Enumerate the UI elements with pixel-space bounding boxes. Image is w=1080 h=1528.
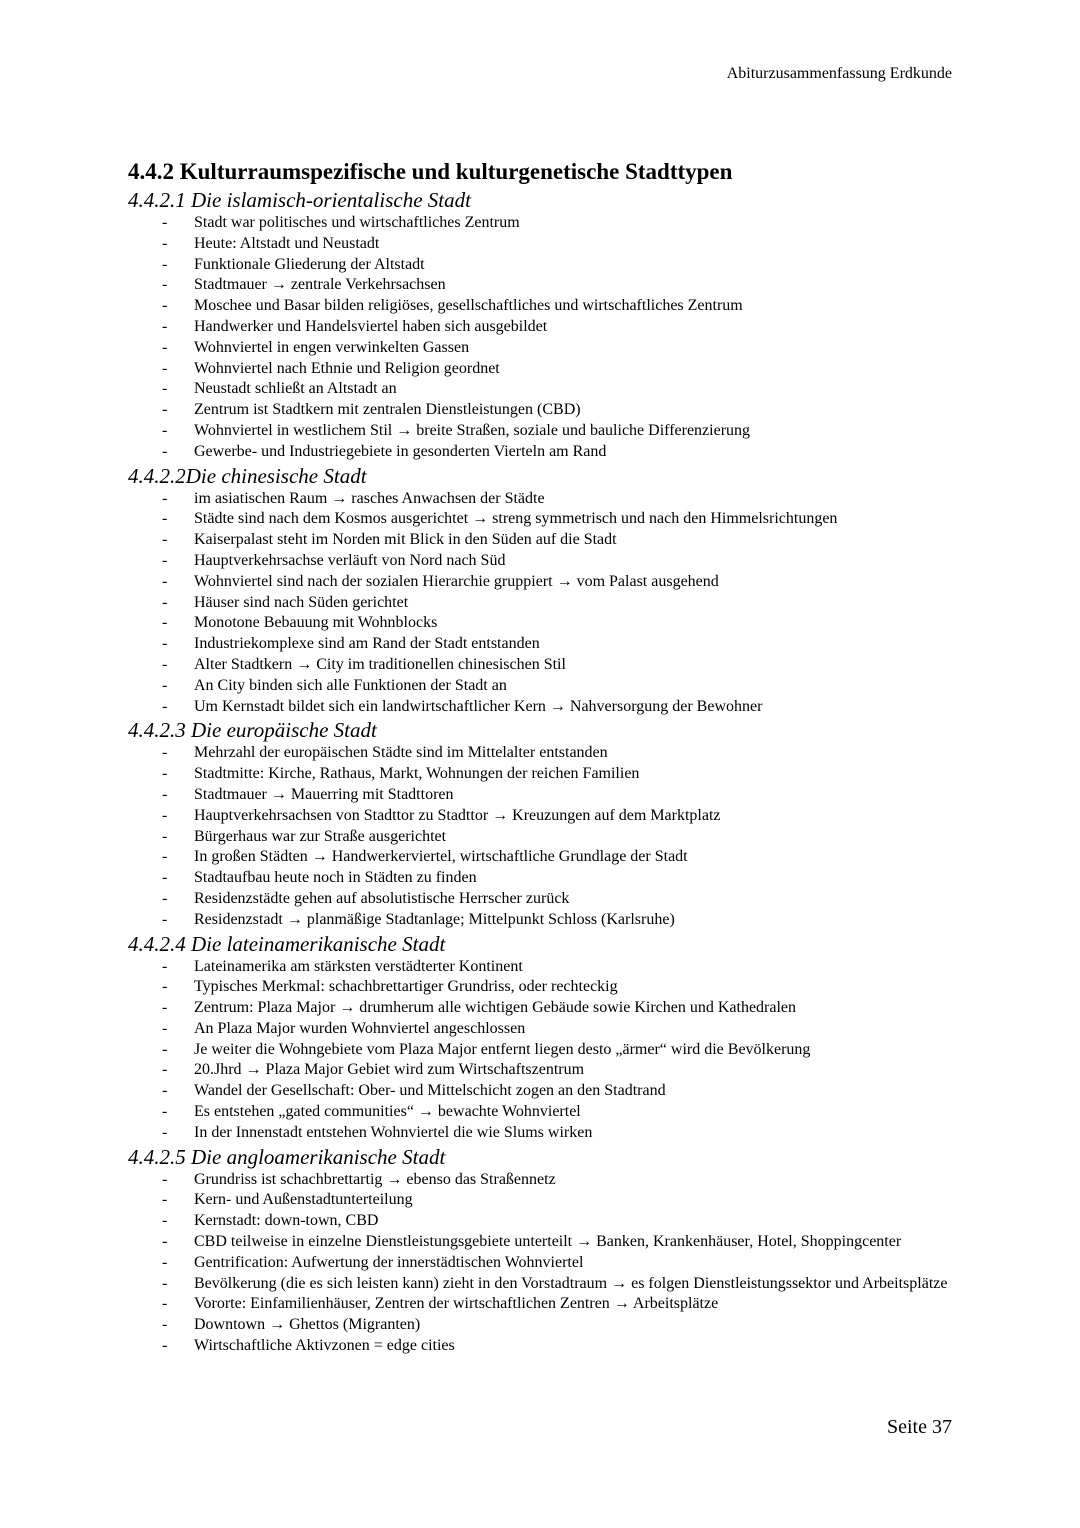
list-item [128,1060,958,1081]
list-item [128,868,958,889]
section-title: 4.4.2.1 Die islamisch-orientalische Stadt [128,188,471,212]
list-item [128,827,958,848]
list-item [128,613,958,634]
bullet-dash: - [162,635,168,653]
list-item-text: Industriekomplexe sind am Rand der Stadt entstanden [194,635,540,653]
list-item [128,655,958,676]
bullet-dash: - [162,510,168,528]
list-item-text: Wohnviertel in engen verwinkelten Gassen [194,338,470,356]
list-item [128,957,958,978]
section-title: 4.4.2.2Die chinesische Stadt [128,463,367,488]
list-item-text: Grundriss ist schachbrettartig → ebenso das Straßennetz [194,1170,556,1188]
list-item [128,379,958,400]
list-item [128,317,958,338]
page-number: Seite 37 [887,1416,952,1438]
list-item-text: Stadt war politisches und wirtschaftliches Zentrum [194,214,520,231]
page-content [128,157,958,1357]
list-item-text: Wohnviertel in westlichem Stil → breite Straßen, soziale und bauliche Differenzierung [194,421,751,439]
bullet-dash: - [162,978,168,996]
bullet-dash: - [162,1019,168,1037]
list-item-text: Hauptverkehrsachse verläuft von Nord nach Süd [194,551,506,569]
bullet-dash: - [162,827,168,845]
list-item-text: Alter Stadtkern → City im traditionellen chinesischen Stil [194,655,566,673]
list-item [128,1253,958,1274]
list-item-text: Funktionale Gliederung der Altstadt [194,255,425,273]
list-item [128,1019,958,1040]
list-item-text: Moschee und Basar bilden religiöses, gesellschaftliches und wirtschaftliches Zentrum [194,297,743,315]
bullet-dash: - [162,593,168,611]
list-item-text: Zentrum: Plaza Major → drumherum alle wichtigen Gebäude sowie Kirchen und Kathedralen [194,999,797,1017]
list-item-text: Typisches Merkmal: schachbrettartiger Grundriss, oder rechteckig [194,978,618,996]
list-item [128,785,958,806]
list-item [128,442,958,463]
list-item-text: Stadtmauer → Mauerring mit Stadttoren [194,785,454,803]
bullet-list [128,957,958,1144]
list-item-text: Stadtmauer → zentrale Verkehrsachsen [194,276,446,294]
list-item [128,1294,958,1315]
list-item [128,275,958,296]
list-item [128,764,958,785]
list-item [128,1081,958,1102]
bullet-dash: - [162,806,168,824]
list-item [128,593,958,614]
bullet-dash: - [162,848,168,866]
list-item-text: Hauptverkehrsachsen von Stadttor zu Stadttor → Kreuzungen auf dem Marktplatz [194,806,721,824]
bullet-dash: - [162,910,168,928]
list-item [128,421,958,442]
list-item [128,359,958,380]
list-item-text: Downtown → Ghettos (Migranten) [194,1316,421,1334]
list-item-text: Bürgerhaus war zur Straße ausgerichtet [194,827,447,845]
running-header: Abiturzusammenfassung Erdkunde [726,65,952,82]
list-item-text: Städte sind nach dem Kosmos ausgerichtet → streng symmetrisch und nach den Himmelsrichtungen [194,510,838,528]
bullet-dash: - [162,1061,168,1079]
list-item-text: Zentrum ist Stadtkern mit zentralen Dienstleistungen (CBD) [194,401,581,419]
chapter-title: 4.4.2 Kulturraumspezifische und kulturgenetische Stadttypen [128,159,733,184]
bullet-dash: - [162,401,168,419]
bullet-dash: - [162,744,168,762]
section-title: 4.4.2.4 Die lateinamerikanische Stadt [128,931,446,956]
list-item-text: Mehrzahl der europäischen Städte sind im Mittelalter entstanden [194,744,608,762]
bullet-dash: - [162,889,168,907]
bullet-dash: - [162,214,168,231]
list-item [128,1274,958,1295]
list-item [128,697,958,718]
list-item [128,530,958,551]
bullet-dash: - [162,1274,168,1292]
list-item [128,1190,958,1211]
list-item [128,910,958,931]
bullet-dash: - [162,999,168,1017]
section-title: 4.4.2.5 Die angloamerikanische Stadt [128,1144,446,1169]
list-item [128,1102,958,1123]
list-item-text: Wohnviertel sind nach der sozialen Hierarchie gruppiert → vom Palast ausgehend [194,572,719,590]
bullet-list [128,743,958,930]
bullet-list [128,1170,958,1357]
bullet-dash: - [162,655,168,673]
bullet-dash: - [162,1191,168,1209]
bullet-dash: - [162,338,168,356]
bullet-dash: - [162,531,168,549]
bullet-dash: - [162,297,168,315]
list-item [128,572,958,593]
list-item-text: Kaiserpalast steht im Norden mit Blick in den Süden auf die Stadt [194,531,617,549]
list-item [128,1170,958,1191]
list-item-text: 20.Jhrd → Plaza Major Gebiet wird zum Wirtschaftszentrum [194,1061,585,1079]
bullet-dash: - [162,317,168,335]
list-item [128,676,958,697]
bullet-list [128,213,958,463]
list-item-text: Wirtschaftliche Aktivzonen = edge cities [194,1337,455,1355]
list-item [128,509,958,530]
list-item [128,1232,958,1253]
list-item-text: Gentrification: Aufwertung der innerstädtischen Wohnviertel [194,1253,584,1271]
bullet-dash: - [162,957,168,975]
list-item-text: Wohnviertel nach Ethnie und Religion geordnet [194,359,500,377]
bullet-dash: - [162,359,168,377]
bullet-list [128,489,958,718]
bullet-dash: - [162,1212,168,1230]
list-item-text: Residenzstadt → planmäßige Stadtanlage; Mittelpunkt Schloss (Karlsruhe) [194,910,675,928]
bullet-dash: - [162,697,168,715]
bullet-dash: - [162,572,168,590]
list-item-text: An Plaza Major wurden Wohnviertel angeschlossen [194,1019,526,1037]
list-item [128,977,958,998]
list-item-text: Stadtmitte: Kirche, Rathaus, Markt, Wohnungen der reichen Familien [194,765,640,783]
list-item [128,213,958,234]
list-item [128,889,958,910]
bullet-dash: - [162,1040,168,1058]
list-item-text: Gewerbe- und Industriegebiete in gesonderten Vierteln am Rand [194,442,607,460]
bullet-dash: - [162,1103,168,1121]
bullet-dash: - [162,489,168,507]
list-item-text: Um Kernstadt bildet sich ein landwirtschaftlicher Kern → Nahversorgung der Bewohner [194,697,763,715]
list-item-text: An City binden sich alle Funktionen der Stadt an [194,676,507,694]
list-item [128,489,958,510]
list-item [128,234,958,255]
list-item-text: In großen Städten → Handwerkerviertel, wirtschaftliche Grundlage der Stadt [194,848,688,866]
bullet-dash: - [162,1253,168,1271]
list-item [128,806,958,827]
list-item-text: Je weiter die Wohngebiete vom Plaza Major entfernt liegen desto „ärmer“ wird die Bevölkerung [194,1040,811,1058]
bullet-dash: - [162,1233,168,1251]
list-item [128,1336,958,1357]
bullet-dash: - [162,1123,168,1141]
bullet-dash: - [162,421,168,439]
list-item-text: Bevölkerung (die es sich leisten kann) zieht in den Vorstadtraum → es folgen Dienstleistungssektor und Arbeitsplätze [194,1274,948,1292]
list-item-text: CBD teilweise in einzelne Dienstleistungsgebiete unterteilt → Banken, Krankenhäuser, Hotel, Shoppingcenter [194,1233,902,1251]
bullet-dash: - [162,1316,168,1334]
list-item-text: Kern- und Außenstadtunterteilung [194,1191,413,1209]
section-title: 4.4.2.3 Die europäische Stadt [128,718,377,743]
list-item-text: Kernstadt: down-town, CBD [194,1212,379,1230]
list-item-text: Neustadt schließt an Altstadt an [194,380,397,398]
bullet-dash: - [162,1082,168,1100]
list-item [128,551,958,572]
bullet-dash: - [162,765,168,783]
list-item [128,255,958,276]
list-item-text: Handwerker und Handelsviertel haben sich ausgebildet [194,317,548,335]
list-item [128,998,958,1019]
list-item [128,400,958,421]
list-item [128,338,958,359]
list-item [128,1315,958,1336]
list-item [128,296,958,317]
bullet-dash: - [162,380,168,398]
list-item-text: Monotone Bebauung mit Wohnblocks [194,614,438,632]
list-item-text: Häuser sind nach Süden gerichtet [194,593,409,611]
bullet-dash: - [162,1337,168,1355]
list-item [128,1123,958,1144]
bullet-dash: - [162,614,168,632]
list-item-text: Lateinamerika am stärksten verstädterter Kontinent [194,957,523,975]
list-item-text: Vororte: Einfamilienhäuser, Zentren der wirtschaftlichen Zentren → Arbeitsplätze [194,1295,719,1313]
bullet-dash: - [162,785,168,803]
bullet-dash: - [162,1170,168,1188]
list-item-text: Stadtaufbau heute noch in Städten zu finden [194,869,477,887]
bullet-dash: - [162,676,168,694]
list-item [128,634,958,655]
bullet-dash: - [162,234,168,252]
list-item-text: im asiatischen Raum → rasches Anwachsen der Städte [194,489,545,507]
list-item [128,1040,958,1061]
bullet-dash: - [162,276,168,294]
list-item-text: Heute: Altstadt und Neustadt [194,234,380,252]
bullet-dash: - [162,551,168,569]
list-item [128,1211,958,1232]
list-item-text: Residenzstädte gehen auf absolutistische Herrscher zurück [194,889,570,907]
list-item [128,847,958,868]
bullet-dash: - [162,442,168,460]
bullet-dash: - [162,869,168,887]
list-item-text: Wandel der Gesellschaft: Ober- und Mittelschicht zogen an den Stadtrand [194,1082,666,1100]
bullet-dash: - [162,255,168,273]
list-item [128,743,958,764]
list-item-text: Es entstehen „gated communities“ → bewachte Wohnviertel [194,1103,581,1121]
bullet-dash: - [162,1295,168,1313]
list-item-text: In der Innenstadt entstehen Wohnviertel die wie Slums wirken [194,1123,593,1141]
